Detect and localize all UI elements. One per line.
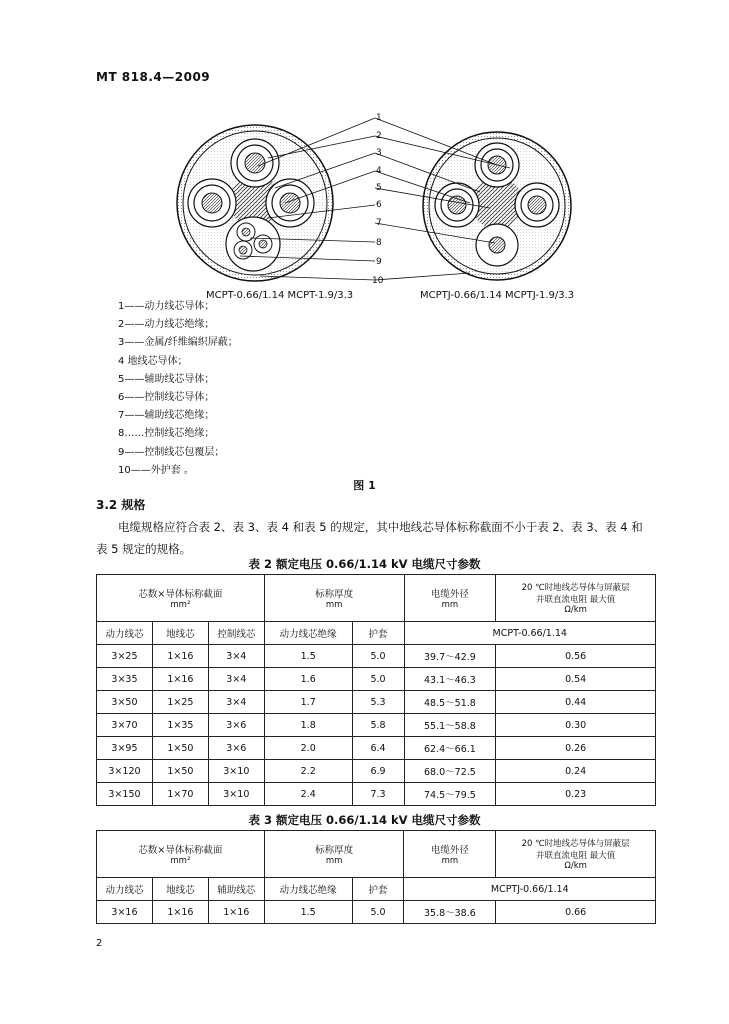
section-heading: 3.2 规格 <box>96 498 146 512</box>
table-cell: 2.2 <box>264 760 352 783</box>
table-cell: 3×10 <box>208 760 264 783</box>
table-cell: 3×6 <box>208 714 264 737</box>
table-cell: 1.5 <box>264 645 352 668</box>
left-cable <box>177 125 333 281</box>
table-cell: 1×35 <box>152 714 208 737</box>
table-cell: 6.4 <box>352 737 404 760</box>
table-row <box>97 668 656 691</box>
subheader-cell: 动力线芯 <box>97 622 153 645</box>
table-row <box>97 760 656 783</box>
legend-item: 2——动力线芯绝缘； <box>118 319 215 331</box>
table-cell: 1×16 <box>208 901 264 924</box>
callout-10: 10 <box>372 276 384 286</box>
header-nominal-thickness: 标称厚度 mm <box>264 831 404 878</box>
figure-title: 图 1 <box>353 479 376 492</box>
page-number: 2 <box>96 938 103 949</box>
legend-item: 7——辅助线芯绝缘； <box>118 410 215 422</box>
table-cell: 1×16 <box>152 901 208 924</box>
table-cell: 3×150 <box>97 783 153 806</box>
table-cell: 0.24 <box>496 760 656 783</box>
table-cell: 3×50 <box>97 691 153 714</box>
table-cell: 0.30 <box>496 714 656 737</box>
subheader-cell: 动力线芯 <box>97 878 153 901</box>
header-nominal-thickness: 标称厚度 mm <box>264 575 404 622</box>
table-cell: 5.0 <box>352 901 404 924</box>
subheader-cell: 动力线芯绝缘 <box>264 878 352 901</box>
legend-item: 5——辅助线芯导体； <box>118 373 215 385</box>
subheader-cell: 控制线芯 <box>208 622 264 645</box>
table-row <box>97 901 656 924</box>
table-cell: 1×16 <box>152 645 208 668</box>
table-cell: 35.8～38.6 <box>404 901 496 924</box>
table-cell: 0.26 <box>496 737 656 760</box>
figure-caption-left: MCPT-0.66/1.14 MCPT-1.9/3.3 <box>206 290 354 301</box>
table2-body <box>97 645 656 806</box>
callout-4: 4 <box>376 166 382 176</box>
legend-item: 6——控制线芯导体； <box>118 392 215 404</box>
table3 <box>96 830 656 924</box>
table-cell: 1.5 <box>264 901 352 924</box>
paragraph-line: 表 5 规定的规格。 <box>96 542 192 556</box>
table-row <box>97 737 656 760</box>
standard-code: MT 818.4—2009 <box>96 70 211 84</box>
callout-2: 2 <box>376 131 382 141</box>
table-cell: 39.7～42.9 <box>404 645 496 668</box>
table-cell: 1×25 <box>152 691 208 714</box>
table-cell: 5.0 <box>352 668 404 691</box>
right-cable <box>423 132 571 280</box>
callout-3: 3 <box>376 148 382 158</box>
figure-caption-right: MCPTJ-0.66/1.14 MCPTJ-1.9/3.3 <box>420 290 575 301</box>
subheader-cell: 辅助线芯 <box>208 878 264 901</box>
table-cell: 3×35 <box>97 668 153 691</box>
callout-5: 5 <box>376 183 382 193</box>
model-cell: MCPT-0.66/1.14 <box>404 622 656 645</box>
table-cell: 55.1～58.8 <box>404 714 496 737</box>
table-cell: 3×25 <box>97 645 153 668</box>
table-row <box>97 645 656 668</box>
header-resistance: 20 ℃时地线芯导体与屏蔽层 并联直流电阻 最大值 Ω/km <box>496 831 656 878</box>
table-cell: 1×70 <box>152 783 208 806</box>
callout-6: 6 <box>376 200 382 210</box>
table-cell: 1.7 <box>264 691 352 714</box>
table-cell: 1.8 <box>264 714 352 737</box>
table-cell: 3×10 <box>208 783 264 806</box>
header-resistance: 20 ℃时地线芯导体与屏蔽层 并联直流电阻 最大值 Ω/km <box>496 575 656 622</box>
table-cell: 1×50 <box>152 737 208 760</box>
subheader-cell: 护套 <box>352 622 404 645</box>
table-cell: 2.4 <box>264 783 352 806</box>
table-cell: 68.0～72.5 <box>404 760 496 783</box>
table-cell: 7.3 <box>352 783 404 806</box>
table-subheader-row <box>97 622 656 645</box>
table-cell: 1×16 <box>152 668 208 691</box>
table-cell: 5.3 <box>352 691 404 714</box>
table3-caption: 表 3 额定电压 0.66/1.14 kV 电缆尺寸参数 <box>248 813 481 827</box>
subheader-cell: 地线芯 <box>152 622 208 645</box>
table-cell: 3×70 <box>97 714 153 737</box>
header-cores-section: 芯数×导体标称截面 mm² <box>97 831 265 878</box>
table-cell: 3×4 <box>208 668 264 691</box>
table-cell: 43.1～46.3 <box>404 668 496 691</box>
figure-legend <box>118 298 238 480</box>
legend-item: 4 地线芯导体； <box>118 355 188 367</box>
table-cell: 0.54 <box>496 668 656 691</box>
legend-item: 10——外护套 。 <box>118 464 194 476</box>
table-cell: 0.44 <box>496 691 656 714</box>
table-row <box>97 714 656 737</box>
legend-item: 9——控制线芯包覆层； <box>118 446 225 458</box>
paragraph-line: 电缆规格应符合表 2、表 3、表 4 和表 5 的规定，其中地线芯导体标称截面不小于表 2、表 3、表 4 和 <box>118 520 643 534</box>
subheader-cell: 护套 <box>352 878 404 901</box>
table-cell: 5.0 <box>352 645 404 668</box>
legend-item: 8……控制线芯绝缘； <box>118 428 215 440</box>
table-cell: 48.5～51.8 <box>404 691 496 714</box>
table-cell: 0.23 <box>496 783 656 806</box>
header-diameter: 电缆外径 mm <box>404 831 496 878</box>
table-cell: 5.8 <box>352 714 404 737</box>
callout-8: 8 <box>376 238 382 248</box>
model-cell: MCPTJ-0.66/1.14 <box>404 878 656 901</box>
table2 <box>96 574 656 806</box>
callout-9: 9 <box>376 257 382 267</box>
cable-cross-section-diagram <box>150 108 590 290</box>
table-cell: 3×120 <box>97 760 153 783</box>
table-cell: 1.6 <box>264 668 352 691</box>
table-row <box>97 691 656 714</box>
table-cell: 2.0 <box>264 737 352 760</box>
table-cell: 3×4 <box>208 691 264 714</box>
header-cores-section: 芯数×导体标称截面 mm² <box>97 575 265 622</box>
callout-1: 1 <box>376 113 382 123</box>
table2-caption: 表 2 额定电压 0.66/1.14 kV 电缆尺寸参数 <box>248 557 481 571</box>
table-cell: 62.4～66.1 <box>404 737 496 760</box>
legend-item: 3——金属/纤维编织屏蔽； <box>118 337 238 349</box>
table-cell: 3×95 <box>97 737 153 760</box>
subheader-cell: 动力线芯绝缘 <box>264 622 352 645</box>
table-subheader-row <box>97 878 656 901</box>
table-cell: 3×4 <box>208 645 264 668</box>
table-row <box>97 783 656 806</box>
table-cell: 74.5～79.5 <box>404 783 496 806</box>
table-cell: 3×6 <box>208 737 264 760</box>
table3-body <box>97 901 656 924</box>
subheader-cell: 地线芯 <box>152 878 208 901</box>
table-cell: 6.9 <box>352 760 404 783</box>
header-diameter: 电缆外径 mm <box>404 575 496 622</box>
legend-item: 1——动力线芯导体； <box>118 301 215 312</box>
section-paragraph <box>96 516 678 560</box>
table-cell: 0.56 <box>496 645 656 668</box>
table-cell: 3×16 <box>97 901 153 924</box>
table-cell: 0.66 <box>496 901 656 924</box>
table-cell: 1×50 <box>152 760 208 783</box>
callout-7: 7 <box>376 218 382 228</box>
